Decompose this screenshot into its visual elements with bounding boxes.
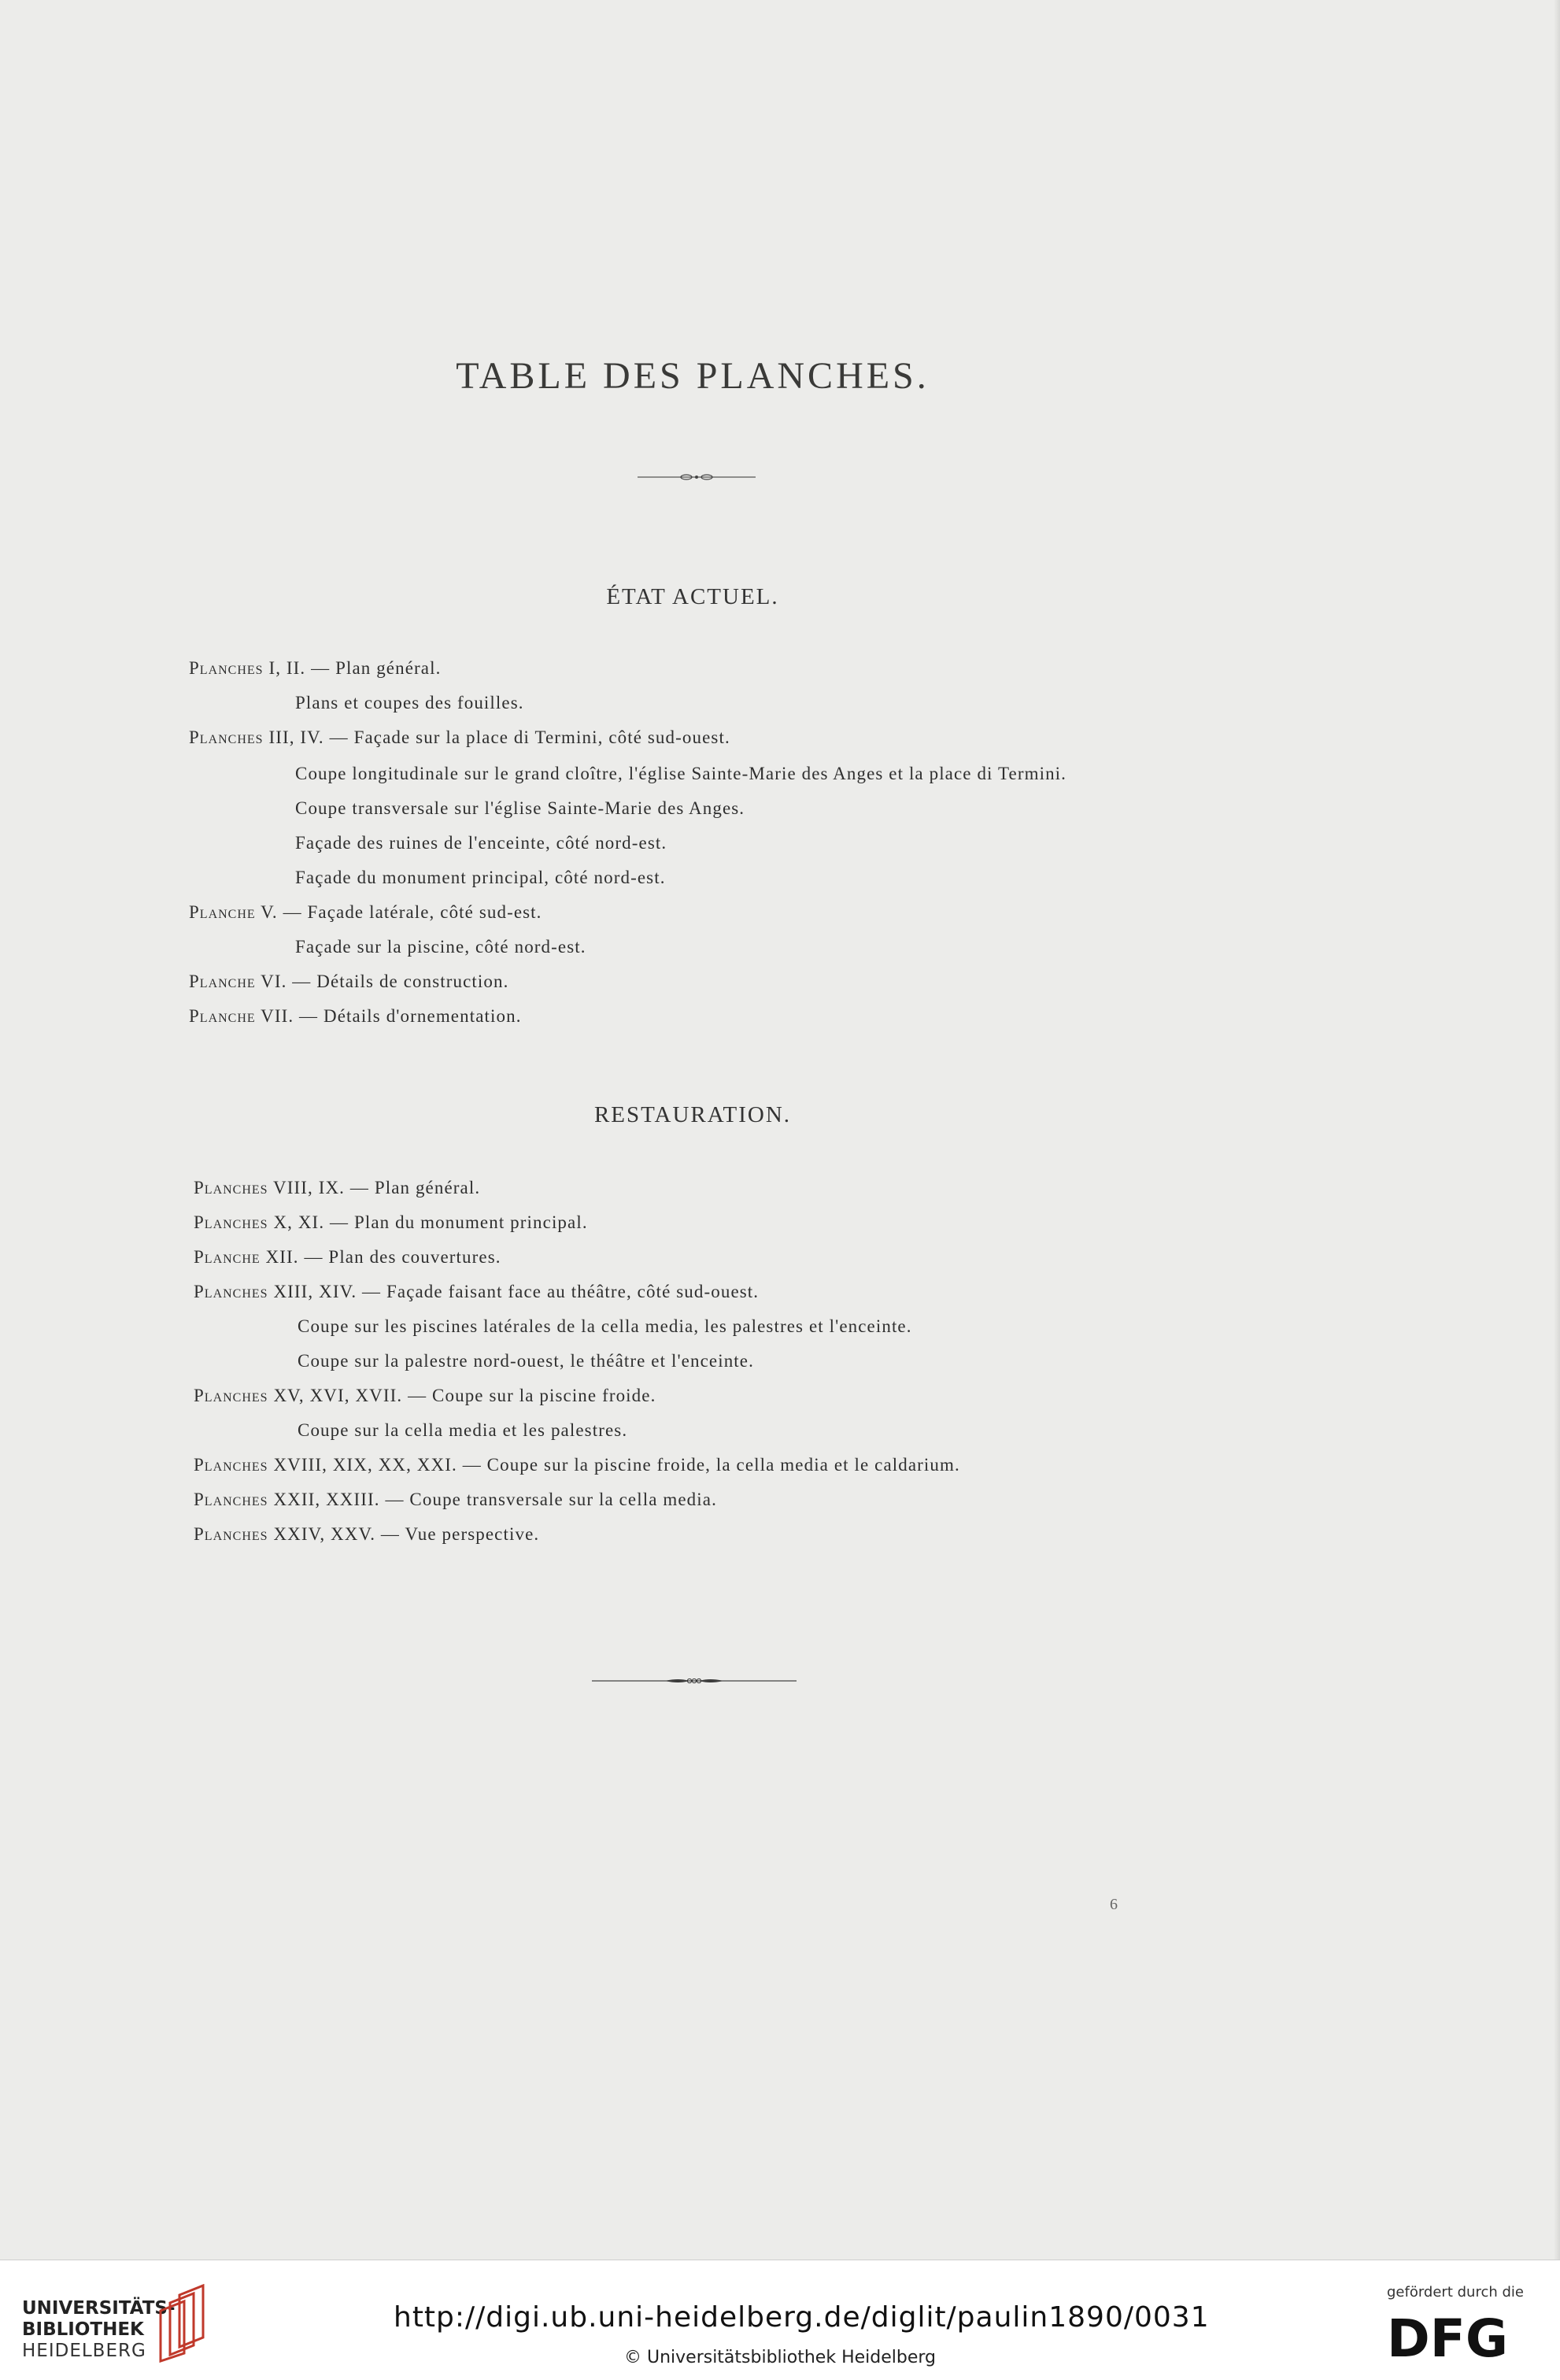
funder-label: gefördert durch die <box>1387 2284 1524 2300</box>
entry-label: Planches <box>194 1490 268 1509</box>
library-name-line-1: UNIVERSITÄTS- <box>22 2298 176 2319</box>
permalink-url[interactable]: http://digi.ub.uni-heidelberg.de/diglit/paulin1890/0031 <box>394 2301 1210 2334</box>
entry-text: Façade du monument principal, côté nord-est. <box>295 868 666 887</box>
section-heading-etat-actuel: ÉTAT ACTUEL. <box>606 584 779 609</box>
entry-text: XII. — Plan des couvertures. <box>265 1247 501 1267</box>
entry-text: VII. — Détails d'ornementation. <box>261 1006 522 1026</box>
entry-label: Planches <box>194 1282 268 1301</box>
library-name-line-2: BIBLIOTHEK <box>22 2319 144 2340</box>
viewer-footer <box>0 2260 1560 2380</box>
list-item <box>194 1246 501 1269</box>
list-item <box>295 797 745 820</box>
entry-text: Façade des ruines de l'enceinte, côté nord-est. <box>295 833 667 853</box>
entry-text: VIII, IX. — Plan général. <box>273 1178 481 1197</box>
entry-text: Coupe longitudinale sur le grand cloître, l'église Sainte-Marie des Anges et la place di Termini. <box>295 764 1067 783</box>
library-name-line-3: HEIDELBERG <box>22 2341 146 2361</box>
title-ornament <box>638 472 756 482</box>
entry-label: Planche <box>194 1247 261 1267</box>
entry-label: Planche <box>189 1006 256 1026</box>
entry-text: XVIII, XIX, XX, XXI. — Coupe sur la piscine froide, la cella media et le caldarium. <box>273 1455 960 1475</box>
entry-text: XV, XVI, XVII. — Coupe sur la piscine froide. <box>273 1386 656 1405</box>
list-item <box>189 970 508 994</box>
list-item <box>189 657 441 680</box>
page-edge-shadow <box>1554 0 1560 2260</box>
list-item <box>298 1419 627 1442</box>
end-ornament <box>592 1675 797 1686</box>
entry-label: Planches <box>194 1524 268 1544</box>
entry-text: I, II. — Plan général. <box>268 658 442 678</box>
entry-label: Planches <box>194 1455 268 1475</box>
list-item <box>194 1280 759 1304</box>
list-item <box>194 1384 656 1408</box>
entry-text: Façade sur la piscine, côté nord-est. <box>295 937 586 957</box>
entry-label: Planches <box>194 1178 268 1197</box>
entry-text: XXII, XXIII. — Coupe transversale sur la cella media. <box>273 1490 717 1509</box>
copyright-notice: © Universitätsbibliothek Heidelberg <box>623 2348 936 2367</box>
list-item <box>295 866 666 890</box>
page-number: 6 <box>1110 1896 1118 1913</box>
entry-text: V. — Façade latérale, côté sud-est. <box>261 902 542 922</box>
list-item <box>189 1005 522 1028</box>
entry-text: VI. — Détails de construction. <box>261 972 509 991</box>
list-item <box>189 726 730 750</box>
entry-text: III, IV. — Façade sur la place di Termini, côté sud-ouest. <box>268 727 730 747</box>
entry-text: XIII, XIV. — Façade faisant face au théâtre, côté sud-ouest. <box>273 1282 760 1301</box>
list-item <box>194 1211 588 1234</box>
entry-text: Coupe sur la cella media et les palestres. <box>298 1420 628 1440</box>
entry-text: Coupe sur la palestre nord-ouest, le théâtre et l'enceinte. <box>298 1351 754 1371</box>
entry-text: Coupe transversale sur l'église Sainte-Marie des Anges. <box>295 798 745 818</box>
list-item <box>194 1523 539 1546</box>
entry-label: Planches <box>194 1386 268 1405</box>
list-item <box>295 762 1066 786</box>
entry-label: Planches <box>189 658 264 678</box>
list-item <box>295 691 524 715</box>
list-item <box>189 901 542 924</box>
list-item <box>194 1488 717 1512</box>
entry-text: X, XI. — Plan du monument principal. <box>273 1212 588 1232</box>
entry-text: Plans et coupes des fouilles. <box>295 693 524 713</box>
list-item <box>298 1315 912 1338</box>
page-title: TABLE DES PLANCHES. <box>456 355 930 397</box>
entry-label: Planche <box>189 902 256 922</box>
entry-label: Planche <box>189 972 256 991</box>
section-heading-restauration: RESTAURATION. <box>593 1102 792 1127</box>
dfg-logo-text: DFG <box>1387 2309 1509 2363</box>
entry-text: Coupe sur les piscines latérales de la cella media, les palestres et l'enceinte. <box>298 1316 912 1336</box>
list-item <box>194 1453 960 1477</box>
entry-label: Planches <box>189 727 264 747</box>
list-item <box>295 831 667 855</box>
dfg-logo <box>1387 2309 1521 2363</box>
list-item <box>194 1176 480 1200</box>
entry-label: Planches <box>194 1212 268 1232</box>
entry-text: XXIV, XXV. — Vue perspective. <box>273 1524 540 1544</box>
list-item <box>298 1349 754 1373</box>
list-item <box>295 935 586 959</box>
